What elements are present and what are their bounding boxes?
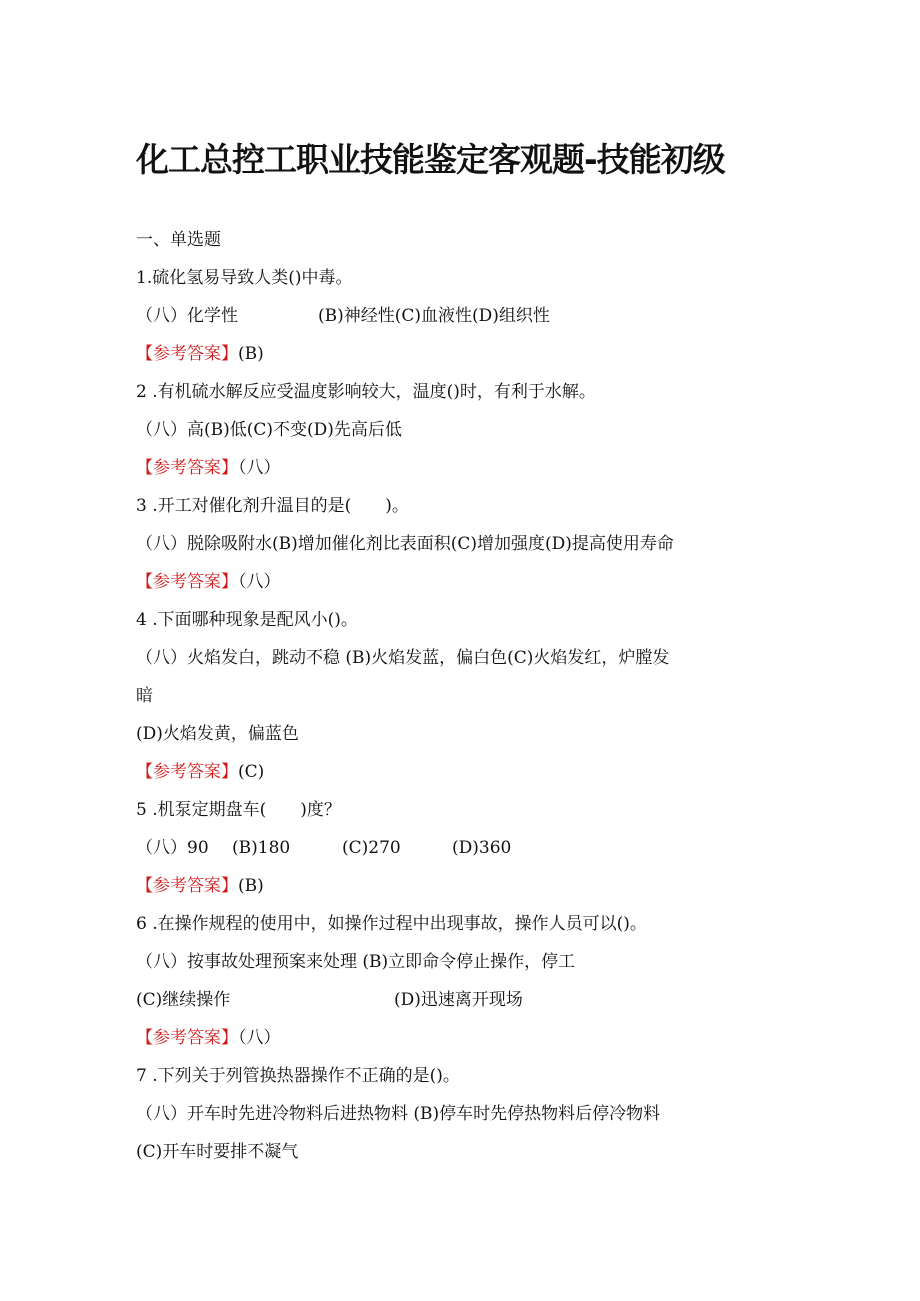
option-text: （八）开车时先进冷物料后进热物料 (B)停车时先停热物料后停冷物料	[136, 1104, 661, 1124]
question-stem: 6 .在操作规程的使用中，如操作过程中出现事故，操作人员可以()。	[136, 914, 647, 934]
answer-label: 【参考答案】	[136, 344, 238, 364]
answer-label: 【参考答案】	[136, 762, 238, 782]
option-text: (D)火焰发黄，偏蓝色	[136, 724, 299, 744]
answer-row	[136, 571, 281, 593]
answer-value: (B)	[238, 344, 264, 364]
section-heading: 一、单选题	[136, 230, 221, 250]
answer-value: (B)	[238, 876, 264, 896]
answer-value: （八）	[238, 572, 281, 592]
option-text: （八）化学性	[136, 306, 238, 326]
question-stem: 3 .开工对催化剂升温目的是( )。	[136, 496, 409, 516]
option-text: （八）脱除吸附水(B)增加催化剂比表面积(C)增加强度(D)提高使用寿命	[136, 534, 674, 554]
question-stem: 2 .有机硫水解反应受温度影响较大，温度()时，有利于水解。	[136, 382, 596, 402]
answer-value: (C)	[238, 762, 265, 782]
page-title: 化工总控工职业技能鉴定客观题-技能初级	[136, 140, 725, 179]
question-options	[136, 989, 836, 1011]
option-text: (C)270	[342, 838, 401, 858]
option-text: （八）高(B)低(C)不变(D)先高后低	[136, 420, 402, 440]
answer-label: 【参考答案】	[136, 1028, 238, 1048]
answer-row	[136, 1027, 281, 1049]
option-text: (C)开车时要排不凝气	[136, 1142, 299, 1162]
question-stem: 4 .下面哪种现象是配风小()。	[136, 610, 358, 630]
question-options	[136, 837, 836, 859]
option-text: (B)180	[232, 838, 291, 858]
answer-row	[136, 343, 264, 365]
option-text: (D)迅速离开现场	[394, 990, 523, 1010]
option-text: （八）按事故处理预案来处理 (B)立即命令停止操作，停工	[136, 952, 576, 972]
answer-row	[136, 761, 264, 783]
answer-value: （八）	[238, 458, 281, 478]
option-text: (C)继续操作	[136, 990, 231, 1010]
option-text: 暗	[136, 686, 153, 706]
answer-value: （八）	[238, 1028, 281, 1048]
answer-label: 【参考答案】	[136, 876, 238, 896]
answer-row	[136, 457, 281, 479]
answer-label: 【参考答案】	[136, 572, 238, 592]
question-stem: 5 .机泵定期盘车( )度？	[136, 800, 341, 820]
option-text: （八）90	[136, 838, 209, 858]
question-stem: 7 .下列关于列管换热器操作不正确的是()。	[136, 1066, 460, 1086]
question-options	[136, 305, 836, 327]
option-text: (D)360	[452, 838, 512, 858]
option-text: （八）火焰发白，跳动不稳 (B)火焰发蓝，偏白色(C)火焰发红，炉膛发	[136, 648, 670, 668]
question-stem: 1.硫化氢易导致人类()中毒。	[136, 268, 353, 288]
option-text: (B)神经性(C)血液性(D)组织性	[318, 306, 550, 326]
answer-label: 【参考答案】	[136, 458, 238, 478]
answer-row	[136, 875, 264, 897]
